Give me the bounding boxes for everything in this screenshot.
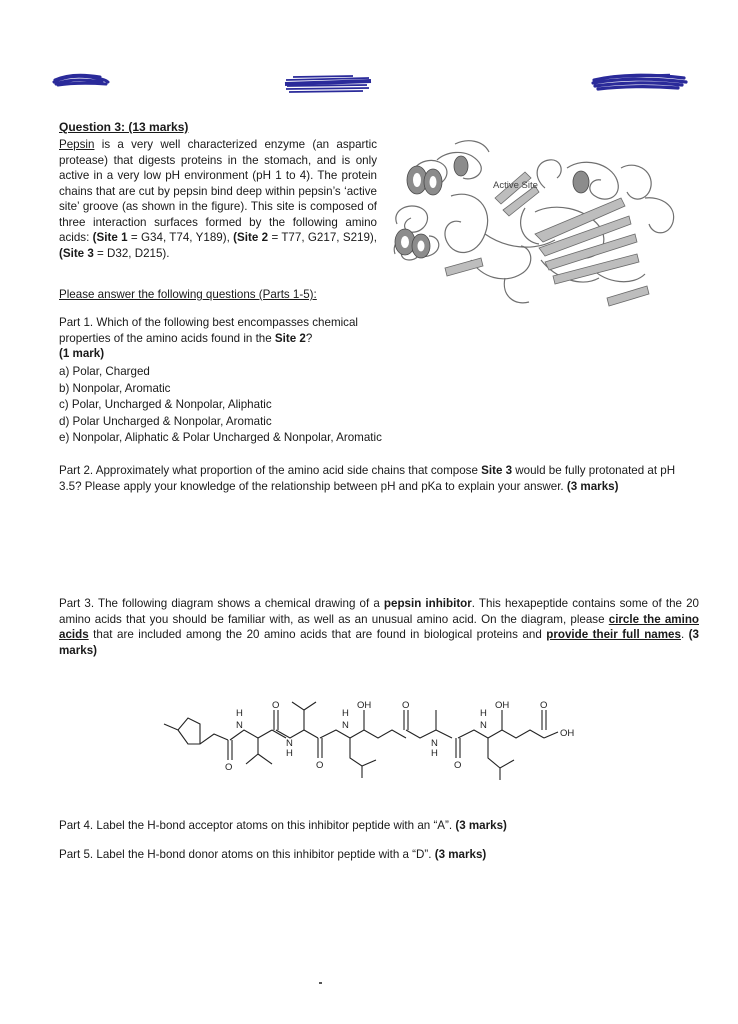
svg-text:N: N [286, 738, 293, 749]
svg-text:OH: OH [357, 700, 372, 711]
option-c[interactable]: c) Polar, Uncharged & Nonpolar, Aliphatic [59, 398, 272, 412]
svg-text:O: O [454, 760, 462, 771]
svg-text:H: H [342, 708, 349, 719]
redaction-scribble-right [590, 70, 690, 94]
svg-text:N: N [431, 738, 438, 749]
redaction-scribble-middle [283, 72, 373, 96]
pepsin-term: Pepsin [59, 138, 95, 151]
part3-question: Part 3. The following diagram shows a chemical drawing of a pepsin inhibitor. This hexapeptide contains some of the 20 amino acids that you should be familiar with, as well as an unusual amino acid. On the diagram, please circle the amino acids that are included among the 20 amino acids that are found in biological proteins and provide their full names. (3 marks) [59, 597, 700, 657]
svg-text:N: N [236, 720, 243, 731]
active-site-label: Active Site [493, 180, 538, 191]
question-heading: Question 3: (13 marks) [59, 120, 189, 134]
option-a[interactable]: a) Polar, Charged [59, 365, 150, 378]
option-d[interactable]: d) Polar Uncharged & Nonpolar, Aromatic [59, 414, 272, 428]
svg-text:O: O [272, 700, 280, 711]
part5-question: Part 5. Label the H-bond donor atoms on this inhibitor peptide with a “D”. (3 marks) [59, 848, 487, 861]
svg-text:N: N [480, 720, 487, 731]
svg-text:OH: OH [560, 728, 575, 739]
svg-text:O: O [402, 700, 410, 711]
pepsin-structure-figure [385, 138, 685, 320]
part4-question: Part 4. Label the H-bond acceptor atoms on this inhibitor peptide with an “A”. (3 marks) [59, 819, 507, 832]
svg-text:OH: OH [495, 700, 510, 711]
option-b[interactable]: b) Nonpolar, Aromatic [59, 381, 171, 395]
page-mark [319, 982, 322, 984]
instructions: Please answer the following questions (Parts 1-5): [59, 288, 317, 301]
svg-text:H: H [236, 708, 243, 719]
svg-text:O: O [540, 700, 548, 711]
svg-text:H: H [286, 748, 293, 759]
option-e[interactable]: e) Nonpolar, Aliphatic & Polar Uncharged & Nonpolar, Aromatic [59, 431, 382, 445]
svg-text:H: H [431, 748, 438, 759]
redaction-scribble-left [50, 70, 112, 90]
inhibitor-peptide-structure [160, 688, 620, 798]
atom-labels [225, 700, 574, 773]
part2-question: Part 2. Approximately what proportion of the amino acid side chains that compose Site 3 would be fully protonated at pH 3.5? Please apply your knowledge of the relationship between pH and pKa to explain your answer. (3 marks) [59, 464, 676, 493]
svg-text:O: O [225, 762, 233, 773]
intro-paragraph: Pepsin is a very well characterized enzyme (an aspartic protease) that digests proteins in the stomach, and is only active in a very low pH environment (pH 1 to 4). The protein chains that are cut by pepsin bind deep within pepsin’s ‘active site’ groove (as shown in the figure). This site is composed of three interaction surfaces formed by the following amino acids: (Site 1 = G34, T74, Y189), (Site 2 = T77, G217, S219), (Site 3 = D32, D215). [59, 138, 377, 260]
svg-text:N: N [342, 720, 349, 731]
svg-text:O: O [316, 760, 324, 771]
svg-text:H: H [480, 708, 487, 719]
part1-options [59, 364, 382, 447]
part1-question: Part 1. Which of the following best encompasses chemical properties of the amino acids found in the Site 2? (1 mark) [59, 316, 359, 360]
